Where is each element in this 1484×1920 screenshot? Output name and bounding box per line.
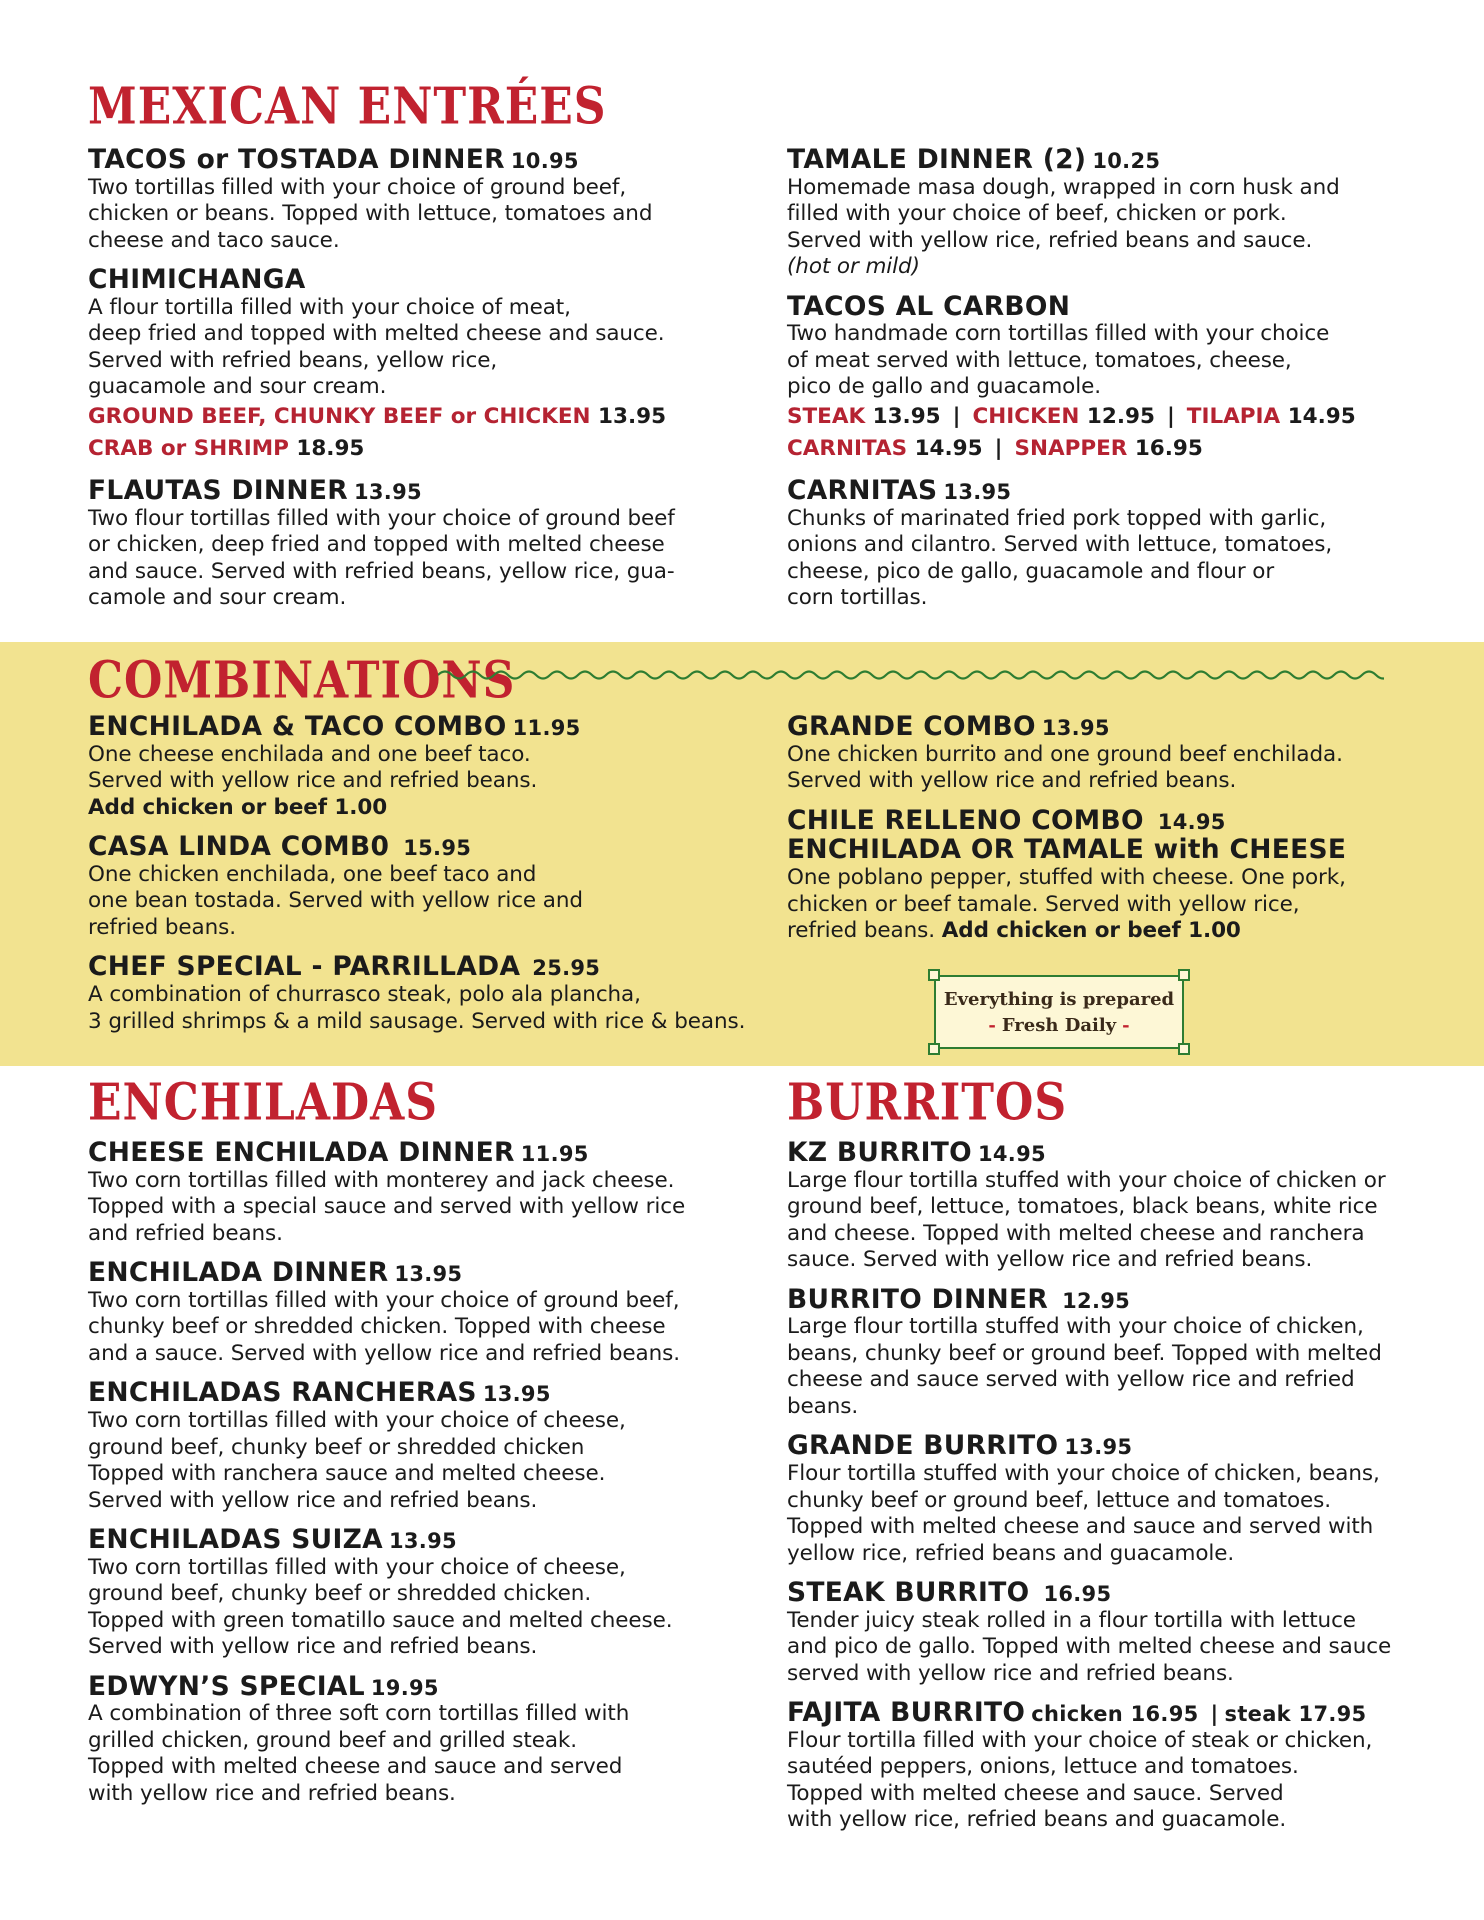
badge-corner <box>1178 969 1190 981</box>
item-description: Flour tortilla filled with your choice of steak or chicken, sautéed peppers, onions, lettuce and tomatoes. Topped with melted cheese and sauce. Served with yellow rice, refried beans and guacamole. <box>787 1727 1373 1833</box>
item-title: TACOS or TOSTADA DINNER <box>88 144 505 175</box>
mexican-entrees-heading: MEXICAN ENTRÉES <box>88 77 607 137</box>
fresh-daily-badge <box>934 975 1184 1049</box>
item-title: CASA LINDA COMB0 <box>88 831 390 863</box>
item-title: CHEF SPECIAL - PARRILLADA <box>88 951 521 983</box>
menu-item <box>787 1578 1457 1687</box>
item-price: 16.95 <box>1043 1582 1112 1607</box>
menu-item <box>787 145 1437 281</box>
item-price: 25.95 <box>532 956 601 981</box>
item-title: GRANDE COMBO <box>787 711 1036 742</box>
enchiladas-heading: ENCHILADAS <box>88 1073 439 1133</box>
item-title: EDWYN’S SPECIAL <box>88 1670 365 1702</box>
mexican-entrees-right-column <box>787 145 1437 623</box>
item-description: One chicken enchilada, one beef taco and one bean tostada. Served with yellow rice and refried beans. <box>88 861 583 940</box>
item-title: CARNITAS <box>787 474 938 506</box>
item-price: 14.95 <box>977 1142 1046 1166</box>
item-description: One poblano pepper, stuffed with cheese. One pork, chicken or beef tamale. Served with yellow rice, refried beans. Add chicken or beef 1.00 <box>787 865 1346 944</box>
option-line <box>88 401 728 433</box>
item-price: 12.95 <box>1062 1288 1131 1313</box>
item-subtitle: ENCHILADA OR TAMALE with CHEESE <box>787 834 1347 866</box>
separator: | <box>952 403 961 429</box>
item-title: CHIMICHANGA <box>88 264 306 296</box>
menu-item <box>88 832 768 941</box>
item-note: (hot or mild) <box>787 254 920 280</box>
item-price: 19.95 <box>370 1675 439 1700</box>
item-description: Two corn tortillas filled with your choice of cheese, ground beef, chunky beef or shredded chicken Topped with ranchera sauce and melted cheese. Served with yellow rice and refried beans. <box>88 1408 626 1513</box>
menu-item <box>88 952 768 1035</box>
separator: | <box>994 435 1003 461</box>
badge-line-1: Everything is prepared <box>943 989 1175 1010</box>
menu-item <box>787 1285 1457 1421</box>
menu-item <box>88 712 768 821</box>
option-line <box>88 433 728 465</box>
combinations-right-column <box>787 712 1447 956</box>
badge-corner <box>928 1043 940 1055</box>
item-title: ENCHILADAS RANCHERAS <box>88 1377 477 1409</box>
menu-item <box>787 1698 1457 1834</box>
item-description: Flour tortilla stuffed with your choice of chicken, beans, chunky beef or ground beef, lettuce and tomatoes. Topped with melted cheese and sauce and served with yellow rice, refried beans and guacamole. <box>787 1461 1380 1566</box>
menu-item <box>787 292 1437 465</box>
add-on-note: Add chicken or beef 1.00 <box>88 794 388 820</box>
badge-corner <box>1178 1043 1190 1055</box>
item-title: GRANDE BURRITO <box>787 1430 1059 1462</box>
item-description: Two corn tortillas filled with monterey and jack cheese. Topped with a special sauce and served with yellow rice and refried beans. <box>88 1167 686 1246</box>
option-label: CRAB or SHRIMP <box>88 435 289 461</box>
item-description: Chunks of marinated fried pork topped with garlic, onions and cilantro. Served with lettuce, tomatoes, cheese, pico de gallo, guacamole and flour or corn tortillas. <box>787 505 1333 611</box>
option-line <box>787 401 1437 433</box>
badge-dash: - <box>1122 1015 1130 1036</box>
item-description: One chicken burrito and one ground beef enchilada. Served with yellow rice and refried beans. <box>787 741 1343 794</box>
item-description: Homemade masa dough, wrapped in corn husk and filled with your choice of beef, chicken or pork. Served with yellow rice, refried beans and sauce. (hot or mild) <box>787 175 1437 281</box>
item-title: TAMALE DINNER (2) <box>787 144 1087 175</box>
combinations-heading: COMBINATIONS <box>88 651 516 711</box>
item-price: 10.25 <box>1092 149 1161 173</box>
item-title: BURRITO DINNER <box>787 1283 1049 1315</box>
menu-item <box>88 1258 748 1367</box>
item-description: A combination of churrasco steak, polo ala plancha, 3 grilled shrimps & a mild sausage. Served with rice & beans. <box>88 982 746 1034</box>
item-description: Large flour tortilla stuffed with your choice of chicken or ground beef, lettuce, tomatoes, black beans, white rice and cheese. Topped with melted cheese and ranchera sauce. Served with yellow rice and refried beans. <box>787 1167 1386 1273</box>
menu-item <box>787 1431 1457 1567</box>
menu-item <box>88 265 728 465</box>
item-price: 13.95 <box>388 1529 457 1554</box>
menu-item <box>787 1138 1457 1274</box>
menu-item <box>88 476 728 612</box>
option-price: 18.95 <box>296 435 365 461</box>
separator: | <box>1166 403 1175 429</box>
item-description: Two handmade corn tortillas filled with your choice of meat served with lettuce, tomatoes, cheese, pico de gallo and guacamole. <box>787 321 1330 400</box>
option-price: 16.95 <box>1134 435 1203 461</box>
mexican-entrees-section <box>0 0 1484 640</box>
menu-item <box>787 476 1437 612</box>
burritos-heading: BURRITOS <box>787 1073 1068 1133</box>
item-description: Two flour tortillas filled with your choice of ground beef or chicken, deep fried and topped with melted cheese and sauce. Served with refried beans, yellow rice, gua- camole and sour cream. <box>88 505 675 611</box>
item-title: FAJITA BURRITO <box>787 1697 1026 1729</box>
item-price: 13.95 <box>1041 716 1110 740</box>
item-description: Two corn tortillas filled with your choice of cheese, ground beef, chunky beef or shredded chicken. Topped with green tomatillo sauce and melted cheese. Served with yellow rice and refried beans. <box>88 1554 673 1660</box>
option-label: STEAK <box>787 403 866 429</box>
menu-item <box>787 712 1447 795</box>
item-description: Two tortillas filled with your choice of ground beef, chicken or beans. Topped with lettuce, tomatoes and cheese and taco sauce. <box>88 174 653 253</box>
enchiladas-column <box>88 1138 748 1818</box>
item-description: Tender juicy steak rolled in a flour tortilla with lettuce and pico de gallo. Topped with melted cheese and sauce served with yellow rice and refried beans. <box>787 1607 1392 1686</box>
item-description: Large flour tortilla stuffed with your choice of chicken, beans, chunky beef or ground beef. Topped with melted cheese and sauce served with yellow rice and refried beans. <box>787 1314 1382 1419</box>
item-price: 10.95 <box>510 149 579 173</box>
item-price: 11.95 <box>520 1142 589 1166</box>
item-price: 13.95 <box>943 479 1012 504</box>
item-price: 13.95 <box>482 1382 551 1407</box>
item-price: 15.95 <box>403 836 472 861</box>
option-label: GROUND BEEF, CHUNKY BEEF or CHICKEN <box>88 403 591 429</box>
item-price: chicken 16.95 <box>1031 1702 1199 1727</box>
item-price: 13.95 <box>1064 1435 1133 1460</box>
item-title: STEAK BURRITO <box>787 1577 1030 1609</box>
menu-item <box>88 1672 748 1808</box>
option-price: 14.95 <box>1287 403 1356 429</box>
item-description: A combination of three soft corn tortillas filled with grilled chicken, ground beef and grilled steak. Topped with melted cheese and sauce and served with yellow rice and refried beans. <box>88 1701 630 1806</box>
menu-item <box>88 1138 748 1247</box>
option-label: CHICKEN <box>972 403 1080 429</box>
item-description: One cheese enchilada and one beef taco. Served with yellow rice and refried beans. Add chicken or beef 1.00 <box>88 742 768 822</box>
option-price: 13.95 <box>598 403 667 429</box>
burritos-column <box>787 1138 1457 1845</box>
menu-item <box>88 1378 748 1514</box>
menu-item <box>88 1525 748 1661</box>
item-title: ENCHILADA & TACO COMBO <box>88 711 507 742</box>
item-price-2: steak 17.95 <box>1224 1702 1367 1727</box>
item-title: ENCHILADA DINNER <box>88 1257 389 1289</box>
option-label: SNAPPER <box>1014 435 1128 461</box>
item-price: 11.95 <box>512 716 581 740</box>
item-title: CHILE RELLENO COMBO <box>787 804 1144 836</box>
item-title: TACOS AL CARBON <box>787 290 1071 322</box>
item-title: KZ BURRITO <box>787 1137 972 1168</box>
squiggle-divider <box>438 668 1384 682</box>
item-description: A flour tortilla filled with your choice of meat, deep fried and topped with melted cheese and sauce. Served with refried beans, yellow rice, guacamole and sour cream. <box>88 294 665 400</box>
item-price: 13.95 <box>394 1262 463 1287</box>
option-label: CARNITAS <box>787 435 908 461</box>
item-title: FLAUTAS DINNER <box>88 474 348 506</box>
option-price: 14.95 <box>914 435 983 461</box>
menu-item <box>787 806 1447 945</box>
separator: | <box>1210 1702 1219 1727</box>
option-line <box>787 433 1437 465</box>
option-price: 12.95 <box>1086 403 1155 429</box>
combinations-left-column <box>88 712 768 1046</box>
item-price: 13.95 <box>353 479 422 504</box>
badge-line-2: Fresh Daily <box>1001 1015 1117 1036</box>
mexican-entrees-left-column <box>88 145 728 623</box>
item-price: 14.95 <box>1157 809 1226 834</box>
add-on-note: Add chicken or beef 1.00 <box>941 918 1241 944</box>
squiggle-line <box>438 672 1384 679</box>
option-label: TILAPIA <box>1186 403 1281 429</box>
badge-dash: - <box>988 1015 996 1036</box>
item-title: ENCHILADAS SUIZA <box>88 1524 383 1556</box>
badge-corner <box>928 969 940 981</box>
item-title: CHEESE ENCHILADA DINNER <box>88 1137 515 1168</box>
item-description: Two corn tortillas filled with your choice of ground beef, chunky beef or shredded chicken. Topped with cheese and a sauce. Served with yellow rice and refried beans. <box>88 1287 680 1366</box>
menu-item <box>88 145 728 254</box>
option-price: 13.95 <box>872 403 941 429</box>
